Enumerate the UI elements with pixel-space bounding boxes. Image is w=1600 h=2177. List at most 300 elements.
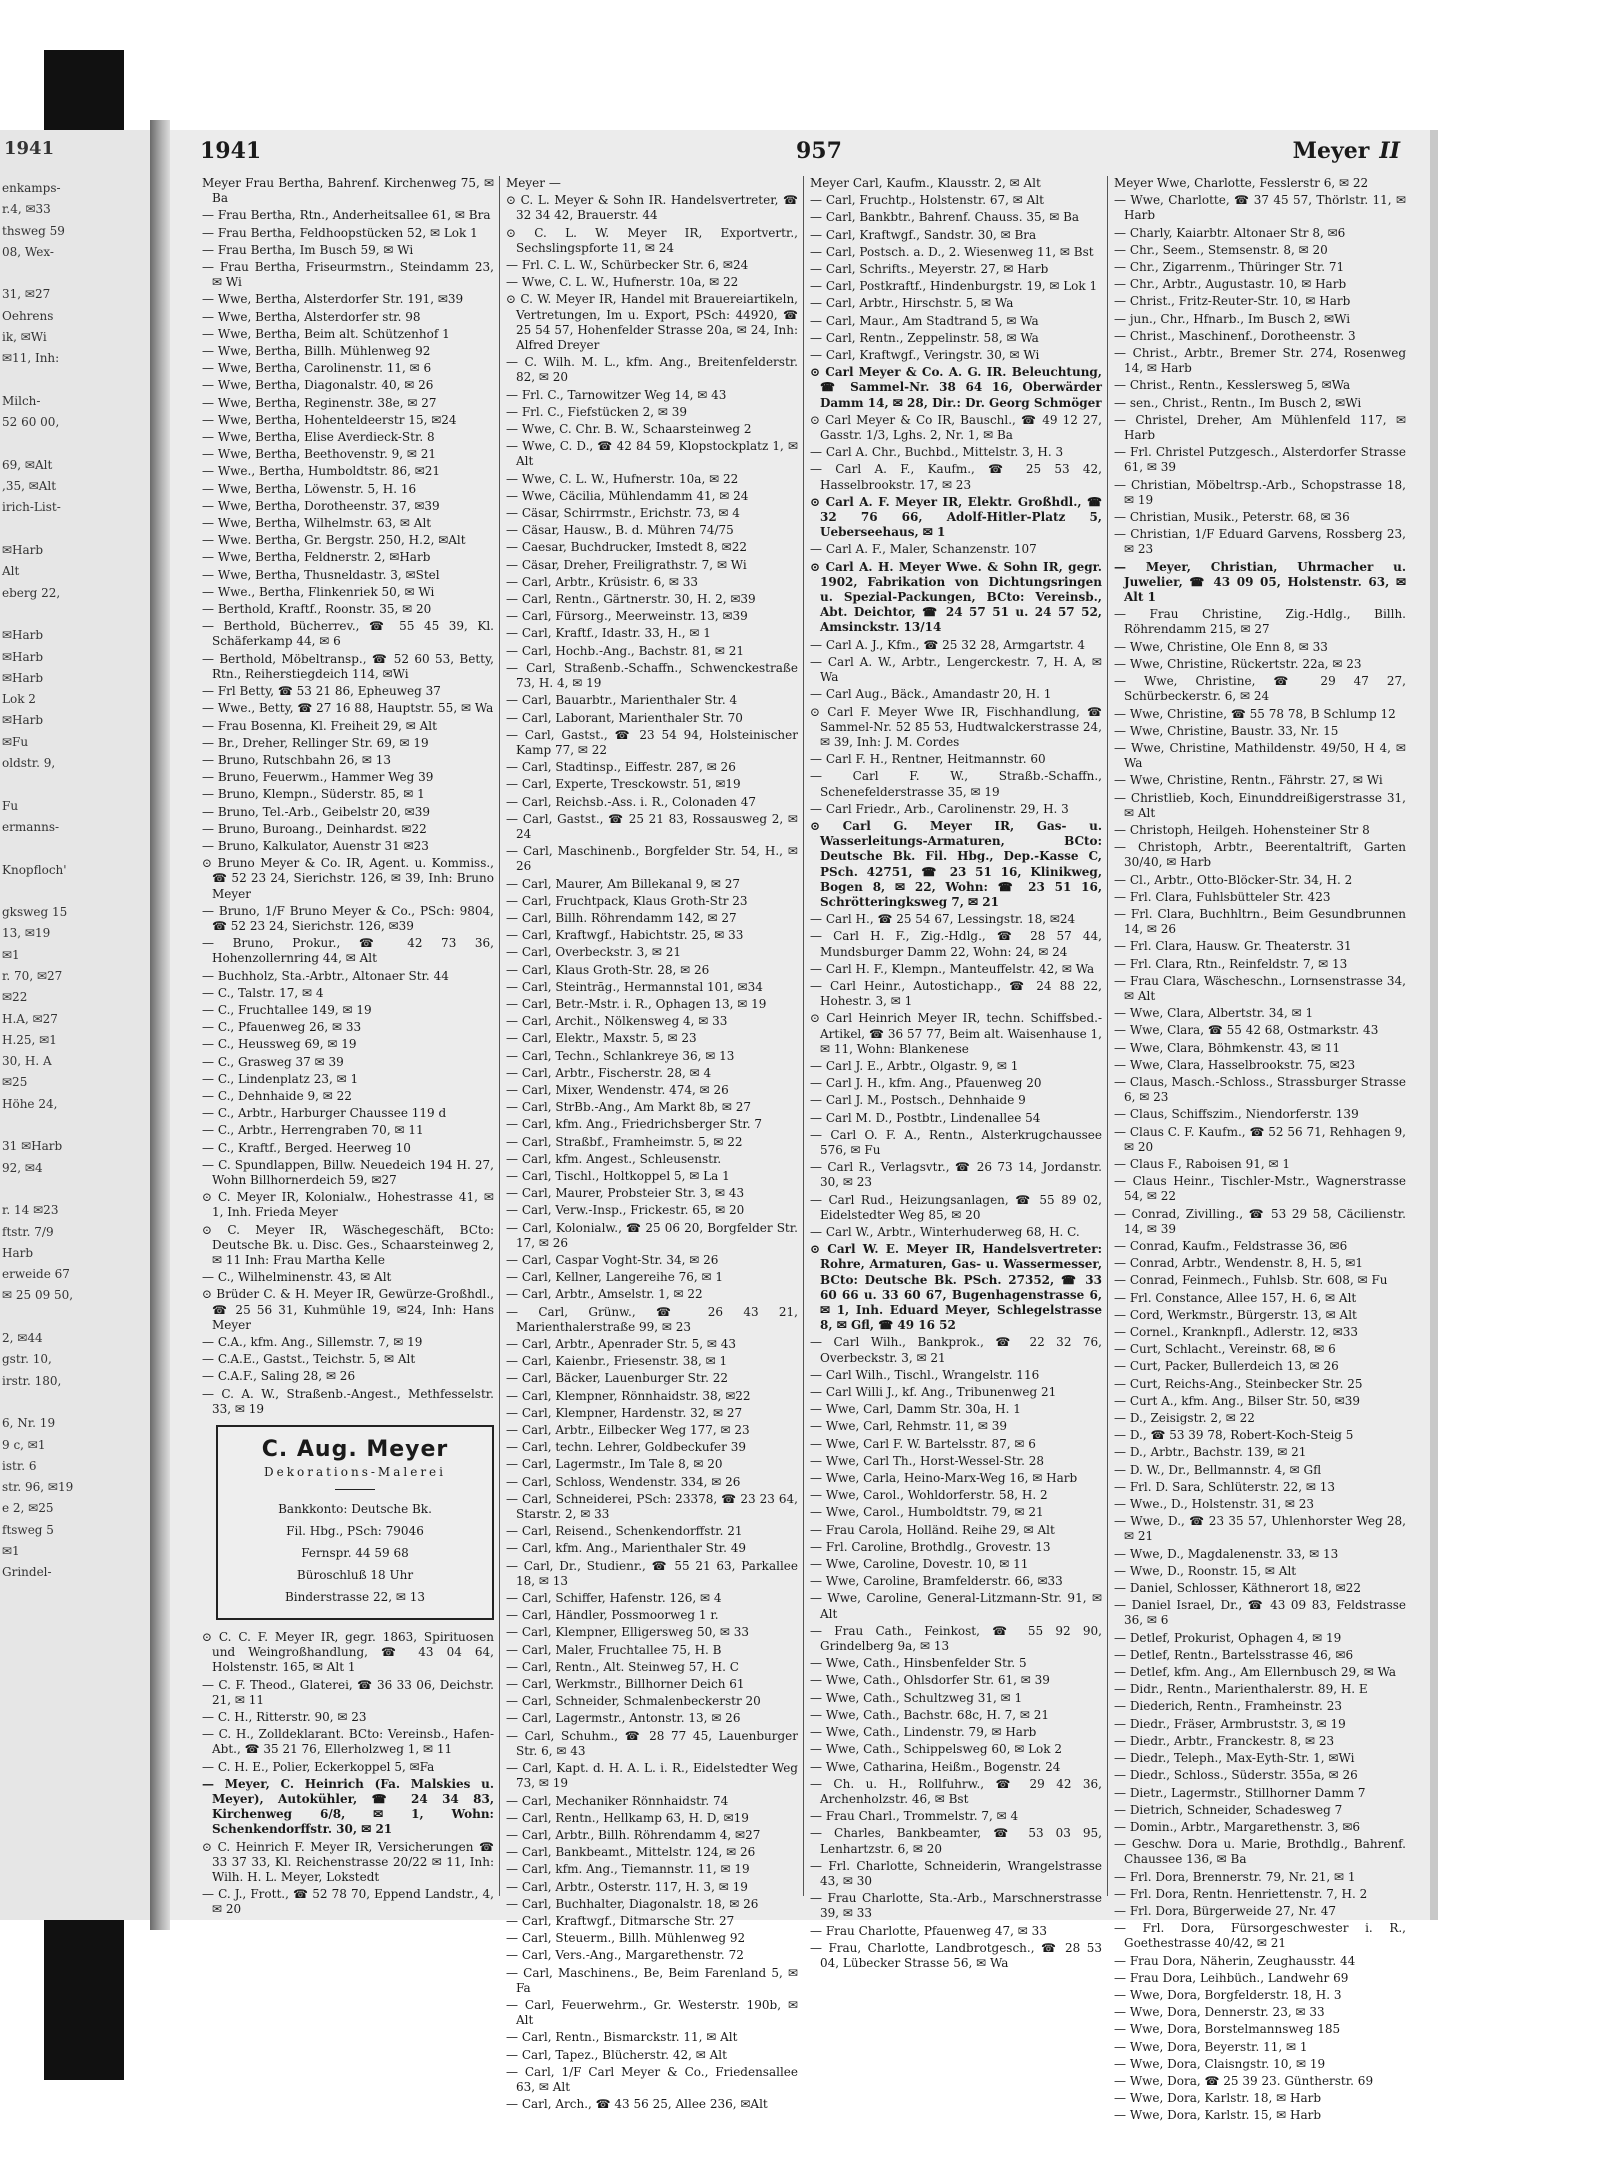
directory-entry: — C. Spundlappen, Billw. Neuedeich 194 H. 27, Wohn Billhornerdeich 59, ✉27: [202, 1157, 494, 1187]
facing-page-line: ik, ✉Wi: [2, 330, 47, 345]
directory-entry: — Carl, Arbtr., Eilbecker Weg 177, ✉ 23: [506, 1423, 750, 1438]
directory-entry: — Carl, Straßenb.-Schaffn., Schwenckestraße 73, H. 4, ✉ 19: [506, 660, 798, 691]
directory-entry: — Chr., Arbtr., Augustastr. 10, ✉ Harb: [1114, 277, 1347, 292]
column-1: [202, 176, 494, 1917]
directory-entry: — Wwe, Dora, Beyerstr. 11, ✉ 1: [1114, 2039, 1308, 2054]
facing-page-line: [2, 838, 150, 859]
directory-entry: — Wwe, D., ☎ 23 35 57, Uhlenhorster Weg 28, ✉ 21: [1114, 1514, 1406, 1544]
directory-entry: — Carl, kfm. Ang., Friedrichsberger Str. 7: [506, 1117, 763, 1132]
directory-entry: — Wwe, C. L. W., Hufnerstr. 10a, ✉ 22: [506, 471, 739, 486]
directory-entry: — Carl, kfm. Ang., Tiemannstr. 11, ✉ 19: [506, 1862, 750, 1877]
directory-entry: — Frl. Clara, Buchhltrn., Beim Gesundbrunnen 14, ✉ 26: [1114, 906, 1406, 937]
directory-entry: — Carl, Bäcker, Lauenburger Str. 22: [506, 1371, 728, 1386]
facing-page-line: H.25, ✉1: [2, 1032, 57, 1047]
facing-page-line: [2, 519, 150, 540]
directory-entry: — Frl. C. L. W., Schürbecker Str. 6, ✉24: [506, 258, 749, 273]
directory-entry: — Carl, Kaienbr., Friesenstr. 38, ✉ 1: [506, 1354, 728, 1369]
directory-entry: — Wwe, Carol., Wohldorferstr. 58, H. 2: [810, 1488, 1048, 1503]
directory-entry: — Domin., Arbtr., Margarethenstr. 3, ✉6: [1114, 1819, 1361, 1834]
directory-entry: — Frl. Dora, Rentn. Henriettenstr. 7, H. 2: [1114, 1886, 1368, 1901]
directory-entry: — Carl Wilh., Bankprok., ☎ 22 32 76, Overbeckstr. 3, ✉ 21: [810, 1335, 1102, 1365]
directory-entry: — Wwe., Betty, ☎ 27 16 88, Hauptstr. 55, ✉ Wa: [202, 701, 494, 716]
directory-entry: — Wwe, Bertha, Reginenstr. 38e, ✉ 27: [202, 395, 437, 410]
facing-page-line: Alt: [2, 564, 20, 579]
facing-page-line: r. 70, ✉27: [2, 968, 63, 983]
directory-entry: — Wwe, Carl, Rehmstr. 11, ✉ 39: [810, 1419, 1007, 1434]
directory-entry: — Wwe, Carl F. W. Bartelsstr. 87, ✉ 6: [810, 1436, 1036, 1451]
facing-page-line: 92, ✉4: [2, 1160, 43, 1175]
directory-entry: ⊙ Carl A. F. Meyer IR, Elektr. Großhdl., ☎ 32 76 66, Adolf-Hitler-Platz 5, Ueberseehaus, ✉ 1: [810, 494, 1102, 540]
directory-entry: — Curt, Packer, Bullerdeich 13, ✉ 26: [1114, 1359, 1339, 1374]
directory-entry: — Conrad, Feinmech., Fuhlsb. Str. 608, ✉ Fu: [1114, 1273, 1388, 1288]
directory-entry: — Claus C. F. Kaufm., ☎ 52 56 71, Rehhagen 9, ✉ 20: [1114, 1124, 1406, 1154]
directory-entry: — Frau, Charlotte, Landbrotgesch., ☎ 28 53 04, Lübecker Strasse 56, ✉ Wa: [810, 1940, 1102, 1970]
book-gutter: [150, 120, 170, 1930]
directory-entry: — Carl, Techn., Schlankreye 36, ✉ 13: [506, 1048, 735, 1063]
directory-entry: — Carl, Arbtr., Amselstr. 1, ✉ 22: [506, 1287, 703, 1302]
directory-entry: — Carl, Schuhm., ☎ 28 77 45, Lauenburger Str. 6, ✉ 43: [506, 1728, 798, 1758]
directory-entry: — Frau Dora, Leihbüch., Landwehr 69: [1114, 1970, 1349, 1985]
directory-entry: — Detlef, Rentn., Bartelsstrasse 46, ✉6: [1114, 1647, 1354, 1662]
directory-entry: — Detlef, Prokurist, Ophagen 4, ✉ 19: [1114, 1630, 1342, 1645]
directory-entry: ⊙ Carl F. Meyer Wwe IR, Fischhandlung, ☎ Sammel-Nr. 52 85 53, Hudtwalckerstrasse 24, ✉ 39, Inh: J. M. Cordes: [810, 704, 1102, 749]
directory-entry: — Carl, Mechaniker Rönnhaidstr. 74: [506, 1793, 729, 1808]
directory-entry: — Wwe, Bertha, Thusneldastr. 3, ✉Stel: [202, 567, 440, 582]
facing-page-line: [2, 1307, 150, 1328]
directory-entry: — Chr., Zigarrenm., Thüringer Str. 71: [1114, 260, 1345, 275]
directory-entry: — Wwe, Bertha, Alsterdorfer Str. 191, ✉39: [202, 292, 464, 307]
directory-entry: — Carl, Schiffer, Hafenstr. 126, ✉ 4: [506, 1591, 722, 1606]
directory-entry: — Bruno, Tel.-Arb., Geibelstr 20, ✉39: [202, 804, 430, 819]
directory-entry: — Carl, Schrifts., Meyerstr. 27, ✉ Harb: [810, 262, 1049, 277]
directory-entry: — C. H. E., Polier, Eckerkoppel 5, ✉Fa: [202, 1759, 435, 1774]
directory-entry: — Bruno, Kalkulator, Auenstr 31 ✉23: [202, 838, 429, 853]
directory-entry: — Carl, Rentn., Gärtnerstr. 30, H. 2, ✉39: [506, 592, 756, 607]
directory-entry: — Carl, Kapt. d. H. A. L. i. R., Eidelstedter Weg 73, ✉ 19: [506, 1761, 798, 1791]
directory-entry: — Berthold, Kraftf., Roonstr. 35, ✉ 20: [202, 602, 432, 617]
directory-entry: — Wwe, C. L. W., Hufnerstr. 10a, ✉ 22: [506, 275, 739, 290]
directory-entry: — Diedr., Schloss., Süderstr. 355a, ✉ 26: [1114, 1768, 1358, 1783]
directory-entry: — Wwe, Dora, Borstelmannsweg 185: [1114, 2022, 1341, 2037]
directory-entry: ⊙ C. Heinrich F. Meyer IR, Versicherungen ☎ 33 37 33, Kl. Reichenstrasse 20/22 ✉ 11, Inh: Wilh. H. L. Meyer, Lokstedt: [202, 1839, 494, 1885]
directory-entry: — Wwe, Bertha, Diagonalstr. 40, ✉ 26: [202, 378, 434, 393]
ad-branch: Fil. Hbg., PSch: 79046: [286, 1524, 424, 1539]
directory-entry: — Carl J. H., kfm. Ang., Pfauenweg 20: [810, 1076, 1042, 1091]
facing-page-line: 69, ✉Alt: [2, 457, 53, 472]
facing-page-line: ✉Harb: [2, 628, 44, 643]
directory-entry: — Carl, Postkraftf., Hindenburgstr. 19, ✉ Lok 1: [810, 279, 1098, 294]
directory-entry: — Carl, Reichsb.-Ass. i. R., Colonaden 47: [506, 794, 756, 809]
directory-entry: — C. Wilh. M. L., kfm. Ang., Breitenfelderstr. 82, ✉ 20: [506, 355, 798, 385]
facing-page-line: ✉22: [2, 990, 28, 1005]
directory-entry: — Carl, Kraftwgf., Ditmarsche Str. 27: [506, 1913, 735, 1928]
directory-entry: — Carl, Arbtr., Krüsistr. 6, ✉ 33: [506, 574, 698, 589]
facing-page-line: 31 ✉Harb: [2, 1139, 63, 1154]
directory-entry: — Carl, Stadtinsp., Eiffestr. 287, ✉ 26: [506, 760, 736, 775]
directory-entry: — Frl. D. Sara, Schlüterstr. 22, ✉ 13: [1114, 1479, 1336, 1494]
directory-entry: — Christian, 1/F Eduard Garvens, Rossberg 23, ✉ 23: [1114, 527, 1406, 557]
directory-entry: — Detlef, kfm. Ang., Am Ellernbusch 29, ✉ Wa: [1114, 1665, 1397, 1680]
directory-entry: — Carl A. Chr., Buchbd., Mittelstr. 3, H. 3: [810, 445, 1064, 460]
directory-entry: — Wwe, Bertha, Alsterdorfer str. 98: [202, 309, 421, 324]
facing-page-line: r.4, ✉33: [2, 202, 51, 217]
directory-entry: — Wwe, C. D., ☎ 42 84 59, Klopstockplatz 1, ✉ Alt: [506, 439, 798, 469]
facing-page-line: 6, Nr. 19: [2, 1416, 56, 1431]
directory-entry: — Carl A. F., Kaufm., ☎ 25 53 42, Hasselbrookstr. 17, ✉ 23: [810, 462, 1102, 492]
directory-entry: — Conrad, Arbtr., Wendenstr. 8, H. 5, ✉1: [1114, 1256, 1363, 1271]
directory-entry: — Frl. Dora, Brennerstr. 79, Nr. 21, ✉ 1: [1114, 1869, 1356, 1884]
directory-entry: — Carl A. W., Arbtr., Lengerckestr. 7, H. A, ✉ Wa: [810, 654, 1102, 685]
facing-page: [0, 130, 150, 1920]
directory-entry: — Curt, Reichs-Ang., Steinbecker Str. 25: [1114, 1376, 1363, 1391]
directory-entry: ⊙ C. Meyer IR, Wäschegeschäft, BCto: Deutsche Bk. u. Disc. Ges., Schaarsteinweg 2, ✉ 11 Inh: Frau Martha Kelle: [202, 1222, 494, 1267]
directory-entry: ⊙ Carl Meyer & Co. A. G. IR. Beleuchtung, ☎ Sammel-Nr. 38 64 16, Oberwärder Damm 14, ✉ 28, Dir.: Dr. Georg Schmöger: [810, 365, 1102, 410]
directory-entry: — Wwe, Clara, ☎ 55 42 68, Ostmarkstr. 43: [1114, 1023, 1379, 1038]
directory-entry: — Chr., Seem., Stemsenstr. 8, ✉ 20: [1114, 242, 1328, 257]
directory-entry: ⊙ Brüder C. & H. Meyer IR, Gewürze-Großhdl., ☎ 25 56 31, Kuhmühle 19, ✉24, Inh: Hans Meyer: [202, 1287, 494, 1332]
directory-entry: — Carl M. D., Postbtr., Lindenallee 54: [810, 1110, 1041, 1125]
directory-entry: — Wwe, Dora, ☎ 25 39 23. Güntherstr. 69: [1114, 2073, 1374, 2088]
directory-entry: — Wwe, D., Roonstr. 15, ✉ Alt: [1114, 1563, 1297, 1578]
directory-entry: — Wwe, Clara, Böhmkenstr. 43, ✉ 11: [1114, 1040, 1341, 1055]
directory-entry: Meyer Wwe, Charlotte, Fesslerstr 6, ✉ 22: [1114, 176, 1369, 190]
facing-page-line: H.A, ✉27: [2, 1011, 58, 1026]
directory-entry: — Wwe, Cath., Ohlsdorfer Str. 61, ✉ 39: [810, 1673, 1050, 1688]
directory-entry: — Wwe. Bertha, Gr. Bergstr. 250, H.2, ✉Alt: [202, 533, 466, 548]
directory-entry: — C. H., Ritterstr. 90, ✉ 23: [202, 1710, 367, 1725]
directory-entry: — Wwe, Carol., Humboldtstr. 79, ✉ 21: [810, 1505, 1044, 1520]
directory-entry: — Carl, kfm. Angest., Schleusenstr.: [506, 1151, 722, 1166]
facing-page-line: r. 14 ✉23: [2, 1203, 59, 1218]
directory-entry: — Carl, Kraftwgf., Sandstr. 30, ✉ Bra: [810, 227, 1037, 242]
directory-entry: — Carl, Klempner, Hardenstr. 32, ✉ 27: [506, 1405, 743, 1420]
directory-entry: — Carl H. F., Zig.-Hdlg., ☎ 28 57 44, Mundsburger Damm 22, Wohn: 24, ✉ 24: [810, 929, 1102, 959]
directory-page: [170, 130, 1430, 2123]
directory-entry: — C., Talstr. 17, ✉ 4: [202, 985, 324, 1000]
directory-entry: — Carl, Bauarbtr., Marienthaler Str. 4: [506, 693, 738, 708]
column-rule: [1107, 176, 1108, 1896]
facing-page-line: e 2, ✉25: [2, 1501, 54, 1516]
directory-entry: — Carl, Verw.-Insp., Frickestr. 65, ✉ 20: [506, 1203, 745, 1218]
directory-entry: — Carl J. E., Arbtr., Olgastr. 9, ✉ 1: [810, 1058, 1019, 1073]
directory-entry: — Bruno, Feuerwm., Hammer Weg 39: [202, 770, 434, 785]
directory-entry: — Claus Heinr., Tischler-Mstr., Wagnerstrasse 54, ✉ 22: [1114, 1174, 1406, 1204]
directory-entry: — Frau Bertha, Rtn., Anderheitsallee 61, ✉ Bra: [202, 208, 491, 223]
facing-page-line: [2, 1115, 150, 1136]
directory-entry: — C., Pfauenweg 26, ✉ 33: [202, 1020, 362, 1035]
directory-entry: — Wwe, Christine, Rentn., Fährstr. 27, ✉ Wi: [1114, 773, 1383, 788]
facing-page-line: Fu: [2, 798, 19, 813]
directory-entry: — Didr., Rentn., Marienthalerstr. 89, H. E: [1114, 1682, 1368, 1697]
directory-entry: ⊙ Carl W. E. Meyer IR, Handelsvertreter: Rohre, Armaturen, Gas- u. Wassermesser, BCto: Deutsche Bk. PSch. 27352, ☎ 33 60 66 u. 33 60 67, Bugenhagenstrasse 6, ✉ 1, Inh. Eduard Meyer, Schlegelstrasse 8, ✉ Gfl, ☎ 49 16 52: [810, 1242, 1102, 1333]
directory-entry: — Carl R., Verlagsvtr., ☎ 26 73 14, Jordanstr. 30, ✉ 23: [810, 1160, 1102, 1190]
directory-entry: — C.A.F., Saling 28, ✉ 26: [202, 1369, 356, 1384]
facing-page-line: [2, 370, 150, 391]
facing-page-line: ✉1: [2, 947, 20, 962]
directory-entry: — Carl, Kraftwgf., Veringstr. 30, ✉ Wi: [810, 348, 1040, 363]
directory-entry: — Carl, Mixer, Wendenstr. 474, ✉ 26: [506, 1082, 729, 1097]
directory-entry: — Carl, Archit., Nölkensweg 4, ✉ 33: [506, 1014, 728, 1029]
directory-entry: — Wwe, Bertha, Beethovenstr. 9, ✉ 21: [202, 447, 436, 462]
directory-entry: — Carl, Steintrāg., Hermannstal 101, ✉34: [506, 979, 763, 994]
directory-entry: — Wwe, Dora, Borgfelderstr. 18, H. 3: [1114, 1987, 1342, 2002]
directory-entry: — C. F. Theod., Glaterei, ☎ 36 33 06, Deichstr. 21, ✉ 11: [202, 1677, 494, 1707]
directory-entry: — Bruno, Buroang., Deinhardst. ✉22: [202, 821, 427, 836]
directory-entry: — Frau Bertha, Im Busch 59, ✉ Wi: [202, 242, 414, 257]
directory-entry: — Carl, Tischl., Holtkoppel 5, ✉ La 1: [506, 1168, 730, 1183]
directory-entry: — Wwe, Charlotte, ☎ 37 45 57, Thörlstr. 11, ✉ Harb: [1114, 193, 1406, 223]
directory-entry: ⊙ C. Meyer IR, Kolonialw., Hohestrasse 41, ✉ 1, Inh. Frieda Meyer: [202, 1190, 494, 1220]
directory-entry: — Cornel., Kranknpfl., Adlerstr. 12, ✉33: [1114, 1325, 1359, 1340]
directory-entry: — Carl, Tapez., Blücherstr. 42, ✉ Alt: [506, 2047, 727, 2062]
directory-entry: — Carl, Arbtr., Apenrader Str. 5, ✉ 43: [506, 1337, 737, 1352]
directory-entry: — Carl, Arbtr., Osterstr. 117, H. 3, ✉ 19: [506, 1879, 748, 1894]
directory-entry: — Conrad, Kaufm., Feldstrasse 36, ✉6: [1114, 1239, 1348, 1253]
ad-divider: [335, 1489, 375, 1490]
directory-entry: — C., Arbtr., Herrengraben 70, ✉ 11: [202, 1123, 424, 1138]
ad-bank-account: Bankkonto: Deutsche Bk.: [278, 1502, 432, 1517]
directory-entry: — Wwe., Bertha, Humboldtstr. 86, ✉21: [202, 464, 441, 479]
directory-entry: — Wwe, C. Chr. B. W., Schaarsteinweg 2: [506, 422, 752, 437]
directory-entry: — Carl, Rentn., Alt. Steinweg 57, H. C: [506, 1659, 739, 1674]
directory-entry: — Frl Betty, ☎ 53 21 86, Epheuweg 37: [202, 684, 441, 699]
directory-entry: — Carl, Straßbf., Framheimstr. 5, ✉ 22: [506, 1134, 743, 1149]
directory-entry: — Wwe, Cäcilia, Mühlendamm 41, ✉ 24: [506, 488, 749, 503]
directory-entry: — Wwe, Cath., Bachstr. 68c, H. 7, ✉ 21: [810, 1707, 1050, 1722]
facing-page-line: ,35, ✉Alt: [2, 479, 57, 494]
directory-entry: — Carl, Experte, Tresckowstr. 51, ✉19: [506, 777, 741, 792]
facing-page-line: Knopfloch': [2, 862, 67, 877]
directory-entry: — Carl A. J., Kfm., ☎ 25 32 28, Armgartstr. 4: [810, 637, 1086, 652]
directory-entry: Meyer Carl, Kaufm., Klausstr. 2, ✉ Alt: [810, 176, 1041, 190]
directory-entry: — Wwe, Catharina, Heißm., Bogenstr. 24: [810, 1759, 1061, 1774]
directory-entry: — Bruno, Klempn., Süderstr. 85, ✉ 1: [202, 787, 425, 802]
directory-entry: — Carl, Reisend., Schenkendorffstr. 21: [506, 1524, 743, 1539]
directory-entry: — Frau Dora, Näherin, Zeughausstr. 44: [1114, 1953, 1356, 1968]
directory-entry: — C., Fruchtallee 149, ✉ 19: [202, 1002, 372, 1017]
directory-entry: — Christ., Maschinenf., Dorotheenstr. 3: [1114, 328, 1356, 343]
directory-entry: — Carl, Schloss, Wendenstr. 334, ✉ 26: [506, 1474, 741, 1489]
column-3: [810, 176, 1102, 1970]
page-number: 957: [796, 138, 842, 164]
header-year: 1941: [200, 138, 262, 164]
directory-entry: — D., Arbtr., Bachstr. 139, ✉ 21: [1114, 1445, 1307, 1460]
facing-page-line: Milch-: [2, 393, 41, 408]
directory-entry: — Carl, Overbeckstr. 3, ✉ 21: [506, 945, 682, 960]
directory-entry: — Wwe, Carl Th., Horst-Wessel-Str. 28: [810, 1453, 1044, 1468]
directory-entry: — Carl, Feuerwehrm., Gr. Westerstr. 190b, ✉ Alt: [506, 1997, 798, 2028]
directory-entry: — Carl, Fürsorg., Meerweinstr. 13, ✉39: [506, 609, 748, 624]
column-4: [1114, 176, 1406, 2123]
directory-entry: — C., Dehnhaide 9, ✉ 22: [202, 1088, 352, 1103]
directory-entry: — Wwe, Bertha, Elise Averdieck-Str. 8: [202, 430, 435, 445]
directory-entry: — C. A. W., Straßenb.-Angest., Methfesselstr. 33, ✉ 19: [202, 1386, 494, 1416]
directory-entry: — Christlieb, Koch, Einunddreißigerstrasse 31, ✉ Alt: [1114, 790, 1406, 820]
directory-entry: — Charly, Kaiarbtr. Altonaer Str 8, ✉6: [1114, 225, 1346, 240]
directory-entry: — Carl O. F. A., Rentn., Alsterkrugchaussee 576, ✉ Fu: [810, 1127, 1102, 1157]
facing-page-line: ✉1: [2, 1544, 20, 1558]
directory-entry: — Berthold, Bücherrev., ☎ 55 45 39, Kl. Schäferkamp 44, ✉ 6: [202, 619, 494, 649]
directory-entry: — Buchholz, Sta.-Arbtr., Altonaer Str. 44: [202, 968, 449, 983]
directory-entry: — Wwe, Cath., Schippelsweg 60, ✉ Lok 2: [810, 1742, 1062, 1757]
directory-entry: — Carl, Maschinenb., Borgfelder Str. 54, H., ✉ 26: [506, 844, 798, 874]
facing-page-line: Höhe 24,: [2, 1096, 58, 1111]
directory-entry: — Ch. u. H., Rollfuhrw., ☎ 29 42 36, Archenholzstr. 46, ✉ Bst: [810, 1776, 1102, 1806]
directory-entry: — Caesar, Buchdrucker, Imstedt 8, ✉22: [506, 540, 748, 555]
directory-entry: — Claus F., Raboisen 91, ✉ 1: [1114, 1156, 1291, 1171]
directory-entry: — Frl. Charlotte, Schneiderin, Wrangelstrasse 43, ✉ 30: [810, 1858, 1102, 1888]
directory-entry: — Wwe, Clara, Hasselbrookstr. 75, ✉23: [1114, 1057, 1356, 1072]
directory-entry: — Christ., Arbtr., Bremer Str. 274, Rosenweg 14, ✉ Harb: [1114, 346, 1406, 376]
directory-entry: — Daniel, Schlosser, Käthnerort 18, ✉22: [1114, 1581, 1361, 1596]
directory-entry: — Frau Clara, Wäscheschn., Lornsenstrasse 34, ✉ Alt: [1114, 973, 1406, 1003]
directory-entry: — Carl, Dr., Studienr., ☎ 55 21 63, Parkallee 18, ✉ 13: [506, 1558, 798, 1588]
directory-entry: — Carl, techn. Lehrer, Goldbeckufer 39: [506, 1440, 746, 1455]
directory-entry: — Wwe, Christine, Rückertstr. 22a, ✉ 23: [1114, 656, 1362, 671]
directory-entry: — Diedr., Fräser, Armbruststr. 3, ✉ 19: [1114, 1716, 1346, 1731]
directory-entry: Meyer —: [506, 176, 561, 190]
directory-entry: — Wwe, Dora, Dennerstr. 23, ✉ 33: [1114, 2005, 1325, 2020]
facing-page-line: [2, 774, 150, 795]
facing-page-lines: [0, 130, 150, 1584]
directory-entry: ⊙ C. L. W. Meyer IR, Exportvertr., Sechslingspforte 11, ✉ 24: [506, 225, 798, 255]
directory-entry: — Carl, Arbtr., Fischerstr. 28, ✉ 4: [506, 1065, 712, 1080]
facing-page-line: ftsweg 5: [2, 1522, 54, 1537]
facing-page-line: str. 96, ✉19: [2, 1480, 74, 1495]
directory-entry: — Carl, Maurer, Am Billekanal 9, ✉ 27: [506, 876, 741, 891]
directory-entry: — Bruno, Prokur., ☎ 42 73 36, Hohenzollernring 44, ✉ Alt: [202, 936, 494, 966]
directory-entry: — Claus, Masch.-Schloss., Strassburger Strasse 6, ✉ 23: [1114, 1074, 1406, 1105]
directory-entry: — Frl. Caroline, Brothdlg., Grovestr. 13: [810, 1539, 1051, 1554]
directory-entry: — Daniel Israel, Dr., ☎ 43 09 83, Feldstrasse 36, ✉ 6: [1114, 1598, 1406, 1628]
directory-entry: — Wwe, Caroline, General-Litzmann-Str. 91, ✉ Alt: [810, 1591, 1102, 1621]
directory-entry: — Carl, Betr.-Mstr. i. R., Ophagen 13, ✉ 19: [506, 996, 767, 1011]
facing-page-line: irstr. 180,: [2, 1373, 62, 1388]
directory-entry: — Wwe, Christine, Ole Enn 8, ✉ 33: [1114, 639, 1328, 654]
directory-entry: — Carl, Fruchtpack, Klaus Groth-Str 23: [506, 893, 748, 908]
directory-entry: — Wwe, Bertha, Dorotheenstr. 37, ✉39: [202, 498, 440, 513]
directory-entry: — Frl. Dora, Bürgerweide 27, Nr. 47: [1114, 1903, 1337, 1918]
directory-entry: — Frl. Clara, Fuhlsbütteler Str. 423: [1114, 889, 1331, 904]
directory-entry: — Carl Aug., Bäck., Amandastr 20, H. 1: [810, 687, 1052, 702]
directory-entry: — Carl, Elektr., Maxstr. 5, ✉ 23: [506, 1031, 697, 1046]
advertisement-box: [216, 1425, 494, 1620]
column-1-entries-continued: [202, 1630, 494, 1918]
facing-page-line: 13, ✉19: [2, 926, 51, 941]
directory-entry: — Carl, Arbtr., Hirschstr. 5, ✉ Wa: [810, 296, 1014, 311]
directory-entry: — Cäsar, Dreher, Freiligrathstr. 7, ✉ Wi: [506, 557, 747, 572]
facing-page-line: 2, ✉44: [2, 1331, 43, 1346]
directory-entry: — Carl F. W., Straßb.-Schaffn., Schenefelderstrasse 35, ✉ 19: [810, 769, 1102, 799]
facing-page-line: erweide 67: [2, 1267, 70, 1282]
directory-entry: — Carl, Gastst., ☎ 25 21 83, Rossausweg 2, ✉ 24: [506, 811, 798, 841]
facing-page-line: 9 c, ✉1: [2, 1437, 46, 1452]
directory-entry: — Frau Cath., Feinkost, ☎ 55 92 90, Grindelberg 9a, ✉ 13: [810, 1623, 1102, 1654]
directory-entry: Meyer Frau Bertha, Bahrenf. Kirchenweg 75, ✉ Ba: [202, 176, 494, 206]
directory-entry: — Bruno, Rutschbahn 26, ✉ 13: [202, 752, 392, 767]
column-2: [506, 176, 798, 2112]
directory-entry: — Charles, Bankbeamter, ☎ 53 03 95, Lenhartzstr. 6, ✉ 20: [810, 1826, 1102, 1856]
directory-entry: — Carl, Kolonialw., ☎ 25 06 20, Borgfelder Str. 17, ✉ 26: [506, 1220, 798, 1250]
directory-entry: — Carl Willi J., kf. Ang., Tribunenweg 21: [810, 1385, 1057, 1400]
directory-entry: — Carl, kfm. Ang., Marienthaler Str. 49: [506, 1541, 746, 1556]
directory-entry: — C., Grasweg 37 ✉ 39: [202, 1054, 344, 1069]
directory-entry: — C., Lindenplatz 23, ✉ 1: [202, 1071, 359, 1086]
running-head: [1293, 138, 1400, 164]
directory-entry: — Wwe, Bertha, Wilhelmstr. 63, ✉ Alt: [202, 516, 432, 531]
directory-entry: — Carl, Caspar Voght-Str. 34, ✉ 26: [506, 1253, 719, 1267]
directory-entry: — Carl, Buchhalter, Diagonalstr. 18, ✉ 26: [506, 1896, 759, 1911]
directory-entry: — Cäsar, Schirrmstr., Erichstr. 73, ✉ 4: [506, 506, 740, 521]
directory-entry: — Frau Bertha, Feldhoopstücken 52, ✉ Lok 1: [202, 225, 478, 240]
facing-page-year: 1941: [4, 138, 55, 159]
directory-entry: — Frau Charl., Trommelstr. 7, ✉ 4: [810, 1809, 1019, 1824]
ad-subtitle: Dekorations-Malerei: [264, 1465, 446, 1480]
ad-address: Binderstrasse 22, ✉ 13: [284, 1590, 426, 1605]
directory-entry: — Diedr., Arbtr., Franckestr. 8, ✉ 23: [1114, 1733, 1335, 1748]
facing-page-line: ✉Harb: [2, 713, 44, 728]
directory-entry: — Wwe, Christine, ☎ 55 78 78, B Schlump 12: [1114, 706, 1396, 721]
directory-entry: — Frl. C., Fiefstücken 2, ✉ 39: [506, 404, 687, 419]
facing-page-line: ✉11, Inh:: [2, 351, 60, 366]
directory-entry: — Wwe, Carla, Heino-Marx-Weg 16, ✉ Harb: [810, 1471, 1078, 1486]
directory-entry: — Wwe, Dora, Claisngstr. 10, ✉ 19: [1114, 2056, 1326, 2071]
directory-entry: — Frau Charlotte, Sta.-Arb., Marschnerstrasse 39, ✉ 33: [810, 1891, 1102, 1921]
directory-entry: — C. H., Zolldeklarant. BCto: Vereinsb., Hafen-Abt., ☎ 35 21 76, Ellerholzweg 1, ✉ 11: [202, 1727, 494, 1757]
directory-entry: — Carl, Hochb.-Ang., Bachstr. 81, ✉ 21: [506, 643, 745, 658]
facing-page-line: gstr. 10,: [2, 1352, 52, 1367]
directory-entry: — Wwe, Christine, Mathildenstr. 49/50, H 4, ✉ Wa: [1114, 740, 1406, 771]
directory-entry: — C., Arbtr., Harburger Chaussee 119 d: [202, 1106, 447, 1121]
directory-entry: — Christoph, Heilgeh. Hohensteiner Str 8: [1114, 822, 1370, 837]
directory-entry: — C., Heussweg 69, ✉ 19: [202, 1037, 357, 1052]
directory-entry: — Wwe, Christine, Baustr. 33, Nr. 15: [1114, 723, 1339, 738]
facing-page-line: Grindel-: [2, 1565, 52, 1580]
facing-page-line: 30, H. A: [2, 1054, 52, 1069]
directory-entry: — Christ., Fritz-Reuter-Str. 10, ✉ Harb: [1114, 294, 1351, 309]
directory-entry: — Carl Wilh., Tischl., Wrangelstr. 116: [810, 1367, 1040, 1382]
directory-entry: — Meyer, C. Heinrich (Fa. Malskies u. Meyer), Autokühler, ☎ 24 34 83, Kirchenweg 6/8, ✉ 1, Wohn: Schenkendorffstr. 30, ✉ 21: [202, 1776, 494, 1837]
directory-entry: — Carl, Klaus Groth-Str. 28, ✉ 26: [506, 962, 710, 977]
directory-entry: — Wwe, Caroline, Dovestr. 10, ✉ 11: [810, 1557, 1029, 1572]
directory-entry: — Carl A. F., Maler, Schanzenstr. 107: [810, 542, 1037, 557]
directory-entry: — Claus, Schiffszim., Niendorferstr. 139: [1114, 1107, 1359, 1122]
directory-entry: — Carl, Arbtr., Billh. Röhrendamm 4, ✉27: [506, 1827, 761, 1842]
directory-entry: — C.A.E., Gastst., Teichstr. 5, ✉ Alt: [202, 1352, 416, 1367]
directory-entry: — Carl, Kellner, Langereihe 76, ✉ 1: [506, 1270, 724, 1285]
directory-entry: — Wwe, Cath., Schultzweg 31, ✉ 1: [810, 1690, 1023, 1705]
directory-entry: — Carl, Schneiderei, PSch: 23378, ☎ 23 23 64, Starstr. 2, ✉ 33: [506, 1491, 798, 1522]
directory-entry: — Carl, 1/F Carl Meyer & Co., Friedensallee 63, ✉ Alt: [506, 2064, 798, 2094]
directory-entry: ⊙ Bruno Meyer & Co. IR, Agent. u. Kommiss., ☎ 52 23 24, Sierichstr. 126, ✉ 39, Inh: Bruno Meyer: [202, 856, 494, 901]
directory-entry: — C. J., Frott., ☎ 52 78 70, Eppend Landstr., 4, ✉ 20: [202, 1887, 494, 1917]
column-1-entries: [202, 176, 494, 1417]
directory-entry: ⊙ Carl G. Meyer IR, Gas- u. Wasserleitungs-Armaturen, BCto: Deutsche Bk. Fil. Hbg., Dep.-Kasse C, PSch. 42751, ☎ 23 51 16, Klinikweg, Bogen 8, ✉ 22, Wohn: ☎ 23 51 16, Schrötteringksweg 7, ✉ 21: [810, 818, 1102, 909]
directory-entry: — Christ., Rentn., Kesslersweg 5, ✉Wa: [1114, 378, 1351, 393]
directory-entry: — Frl. Clara, Hausw. Gr. Theaterstr. 31: [1114, 939, 1352, 954]
ad-phone: Fernspr. 44 59 68: [301, 1546, 409, 1561]
directory-entry: — Frau Christine, Zig.-Hdlg., Billh. Röhrendamm 215, ✉ 27: [1114, 607, 1406, 637]
directory-entry: — Frau Charlotte, Pfauenweg 47, ✉ 33: [810, 1923, 1047, 1938]
directory-entry: — Wwe, Bertha, Billh. Mühlenweg 92: [202, 344, 431, 359]
directory-entry: — Wwe, Bertha, Hohenteldeerstr 15, ✉24: [202, 412, 457, 427]
directory-entry: — Bruno, 1/F Bruno Meyer & Co., PSch: 9804, ☎ 52 23 24, Sierichstr. 126, ✉39: [202, 903, 494, 933]
facing-page-line: Lok 2: [2, 692, 36, 707]
facing-page-line: ✉ 25 09 50,: [2, 1288, 74, 1303]
directory-entry: — Frau Bertha, Friseurmstrn., Steindamm 23, ✉ Wi: [202, 260, 494, 290]
facing-page-line: [2, 604, 150, 625]
directory-entry: — Cord, Werkmstr., Bürgerstr. 13, ✉ Alt: [1114, 1307, 1357, 1322]
